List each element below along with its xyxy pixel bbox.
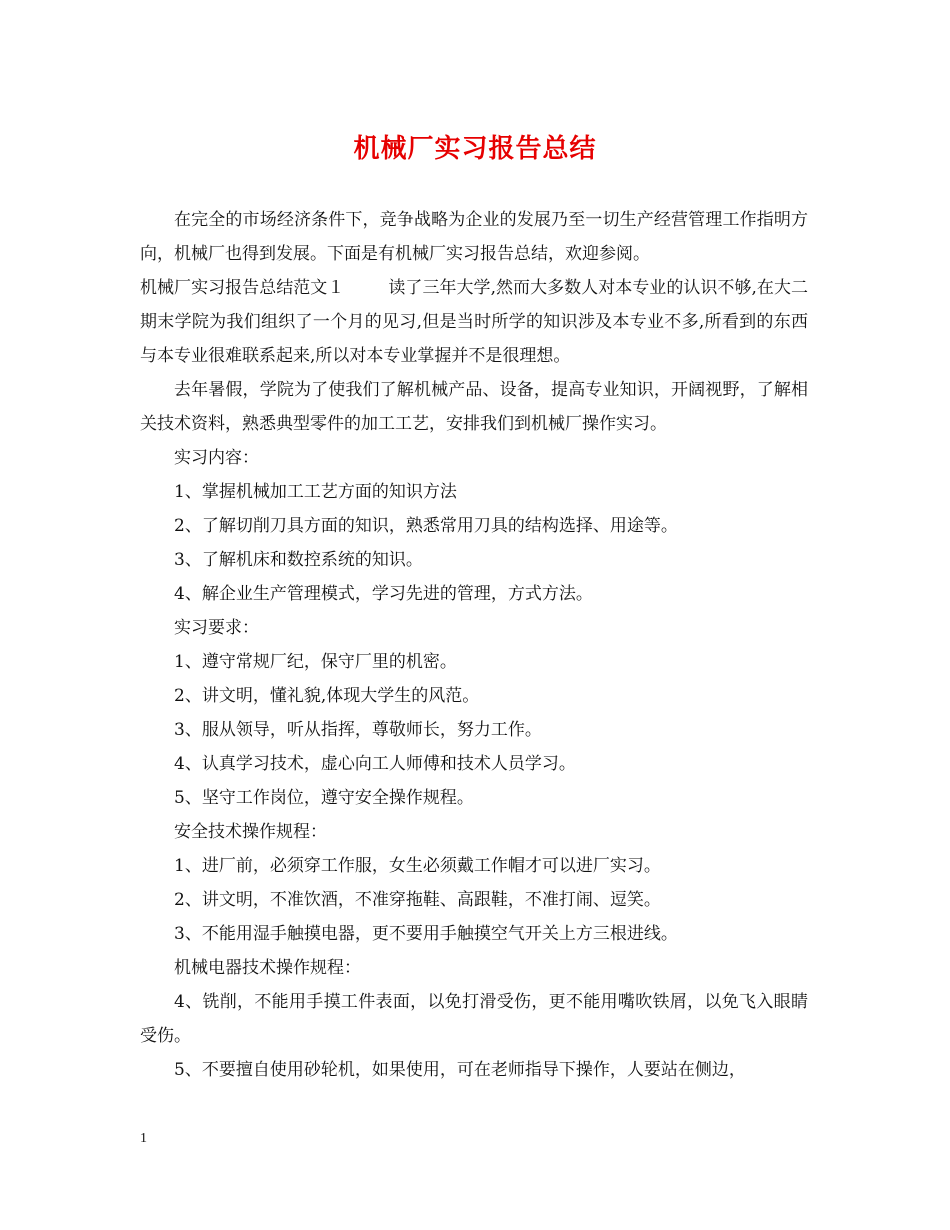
list-item: 5、不要擅自使用砂轮机，如果使用，可在老师指导下操作，人要站在侧边， (174, 1060, 746, 1080)
list-item: 4、铣削，不能用手摸工件表面，以免打滑受伤，更不能用嘴吹铁屑，以免飞入眼睛受伤。 (140, 992, 808, 1046)
list-item: 5、坚守工作岗位，遵守安全操作规程。 (174, 788, 474, 808)
list-item: 3、了解机床和数控系统的知识。 (174, 550, 423, 570)
list-item: 1、掌握机械加工工艺方面的知识方法 (174, 482, 457, 502)
sample-text: 读了三年大学,然而大多数人对本专业的认识不够,在大二期末学院为我们组织了一个月的见习,但是当时所学的知识涉及本专业不多,所看到的东西与本专业很难联系起来,所以对本专业掌握并不是很理想。 (140, 278, 808, 366)
safety-heading: 安全技术操作规程： (174, 822, 327, 842)
sample-heading: 机械厂实习报告总结范文１ (140, 278, 345, 298)
list-item: 3、服从领导，听从指挥，尊敬师长，努力工作。 (174, 720, 542, 740)
list-item: 2、讲文明，懂礼貌,体现大学生的风范。 (174, 686, 480, 706)
summer-paragraph: 去年暑假，学院为了使我们了解机械产品、设备，提高专业知识，开阔视野，了解相关技术资料，熟悉典型零件的加工工艺，安排我们到机械厂操作实习。 (140, 380, 808, 434)
sample-paragraph (140, 271, 808, 373)
list-item: 1、遵守常规厂纪，保守厂里的机密。 (174, 652, 457, 672)
page-number: 1 (140, 1131, 147, 1146)
content-heading: 实习内容： (174, 448, 259, 468)
list-item: 2、讲文明，不准饮酒，不准穿拖鞋、高跟鞋，不准打闹、逗笑。 (174, 890, 661, 910)
intro-paragraph: 在完全的市场经济条件下，竞争战略为企业的发展乃至一切生产经营管理工作指明方向，机械厂也得到发展。下面是有机械厂实习报告总结，欢迎参阅。 (140, 210, 808, 264)
document-body (140, 203, 808, 1087)
mechanical-heading: 机械电器技术操作规程： (174, 958, 361, 978)
list-item: 3、不能用湿手触摸电器，更不要用手触摸空气开关上方三根进线。 (174, 924, 678, 944)
list-item: 2、了解切削刀具方面的知识，熟悉常用刀具的结构选择、用途等。 (174, 516, 678, 536)
list-item: 1、进厂前，必须穿工作服，女生必须戴工作帽才可以进厂实习。 (174, 856, 661, 876)
list-item: 4、认真学习技术，虚心向工人师傅和技术人员学习。 (174, 754, 576, 774)
document-title: 机械厂实习报告总结 (353, 134, 597, 164)
requirements-heading: 实习要求： (174, 618, 259, 638)
list-item: 4、解企业生产管理模式，学习先进的管理，方式方法。 (174, 584, 593, 604)
